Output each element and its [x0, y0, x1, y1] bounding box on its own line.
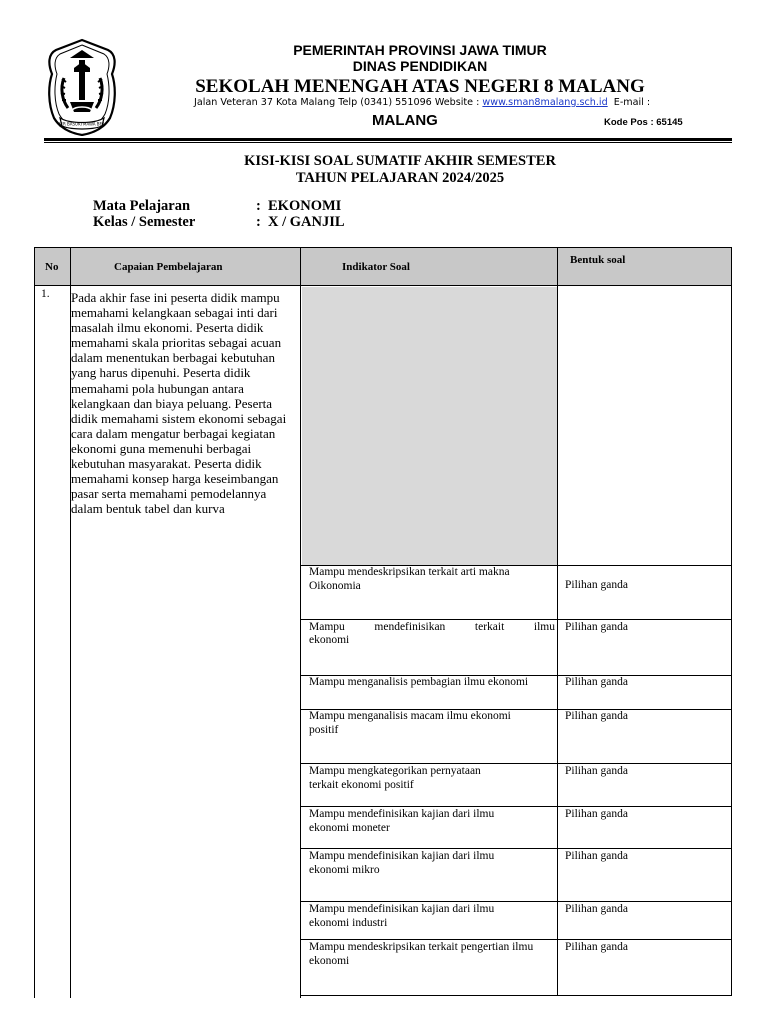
capaian-pembelajaran-text: Pada akhir fase ini peserta didik mampu memahami kelangkaan sebagai inti dari masalah ilmu ekonomi. Peserta didik memahami skala prioritas sebagai acuan dalam menentukan berbagai kebutuhan yang harus dipenuhi. Peserta didik memahami pola hubungan antara kelangkaan dan biaya peluang. Peserta didik memahami sistem ekonomi sebagai cara dalam mengatur berbagai kegiatan ekonomi guna memenuhi berbagai kebutuhan masyarakat. Peserta didik memahami konsep harga keseimbangan pasar serta memahami pemodelannya dalam bentuk tabel dan kurva [71, 290, 287, 517]
bentuk-soal: Pilihan ganda [565, 808, 628, 820]
school-name: SEKOLAH MENENGAH ATAS NEGERI 8 MALANG [195, 76, 645, 97]
indikator-soal: Mampu menganalisis macam ilmu ekonomi positif [309, 710, 511, 736]
subject-colon: : [256, 198, 261, 214]
shaded-cell [302, 287, 557, 565]
header-rule-thin [44, 142, 732, 143]
postal-code: Kode Pos : 65145 [604, 117, 683, 128]
document-title: KISI-KISI SOAL SUMATIF AKHIR SEMESTER [244, 153, 556, 169]
row-divider [300, 619, 732, 620]
bentuk-soal: Pilihan ganda [565, 941, 628, 953]
column-header-no: No [45, 261, 59, 273]
indikator-soal: Mampu mendefinisikan kajian dari ilmu ekonomi mikro [309, 850, 495, 876]
logo-motto: JER BASUKI MAWA BEA [59, 121, 105, 127]
indikator-soal: Mampu mendeskripsikan terkait arti makna Oikonomia [309, 566, 510, 592]
column-header-indikator: Indikator Soal [342, 261, 410, 273]
bentuk-soal: Pilihan ganda [565, 850, 628, 862]
indikator-soal: Mampu mengkategorikan pernyataan terkait ekonomi positif [309, 765, 481, 791]
indikator-soal: Mampu mendefinisikan kajian dari ilmu ekonomi moneter [309, 808, 495, 834]
bentuk-soal: Pilihan ganda [565, 676, 628, 688]
subject-value: EKONOMI [268, 198, 342, 214]
bentuk-soal: Pilihan ganda [565, 621, 628, 633]
column-header-capaian: Capaian Pembelajaran [114, 261, 223, 273]
table-border-capaian [300, 247, 301, 998]
indikator-soal-continued: ekonomi [309, 634, 350, 646]
academic-year: TAHUN PELAJARAN 2024/2025 [295, 170, 505, 186]
address-text: Jalan Veteran 37 Kota Malang Telp (0341) 551096 Website : [194, 97, 483, 108]
indikator-soal: Mampu mendefinisikan kajian dari ilmu ekonomi industri [309, 903, 495, 929]
table-header-bottom [34, 285, 732, 286]
table-border-indikator [557, 247, 558, 996]
row-divider [300, 995, 732, 996]
table-border-top [34, 247, 732, 248]
bentuk-soal: Pilihan ganda [565, 903, 628, 915]
provincial-logo [46, 38, 118, 136]
column-header-bentuk: Bentuk soal [570, 254, 626, 266]
class-label: Kelas / Semester [93, 214, 196, 230]
government-name: PEMERINTAH PROVINSI JAWA TIMUR [293, 42, 547, 58]
row-number: 1. [41, 288, 50, 300]
indikator-soal: Mampu mendefinisikan terkait ilmu [309, 621, 555, 633]
header-rule-thick [44, 138, 732, 141]
school-address [194, 97, 650, 109]
table-border-right [731, 247, 732, 996]
department-name: DINAS PENDIDIKAN [352, 58, 488, 74]
class-value: X / GANJIL [268, 214, 345, 230]
email-label: E-mail : [613, 97, 651, 108]
indikator-soal: Mampu menganalisis pembagian ilmu ekonomi [309, 676, 529, 688]
indikator-soal: Mampu mendeskripsikan terkait pengertian ilmu ekonomi [309, 941, 534, 967]
bentuk-soal: Pilihan ganda [565, 579, 628, 591]
website-link[interactable]: www.sman8malang.sch.id [482, 97, 608, 108]
row-divider [300, 901, 732, 902]
row-divider [300, 848, 732, 849]
subject-label: Mata Pelajaran [93, 198, 191, 214]
city-name: MALANG [372, 112, 438, 129]
row-divider [300, 939, 732, 940]
table-border-left [34, 247, 35, 998]
bentuk-soal: Pilihan ganda [565, 710, 628, 722]
class-colon: : [256, 214, 261, 230]
bentuk-soal: Pilihan ganda [565, 765, 628, 777]
row-divider [300, 806, 732, 807]
row-divider [300, 763, 732, 764]
